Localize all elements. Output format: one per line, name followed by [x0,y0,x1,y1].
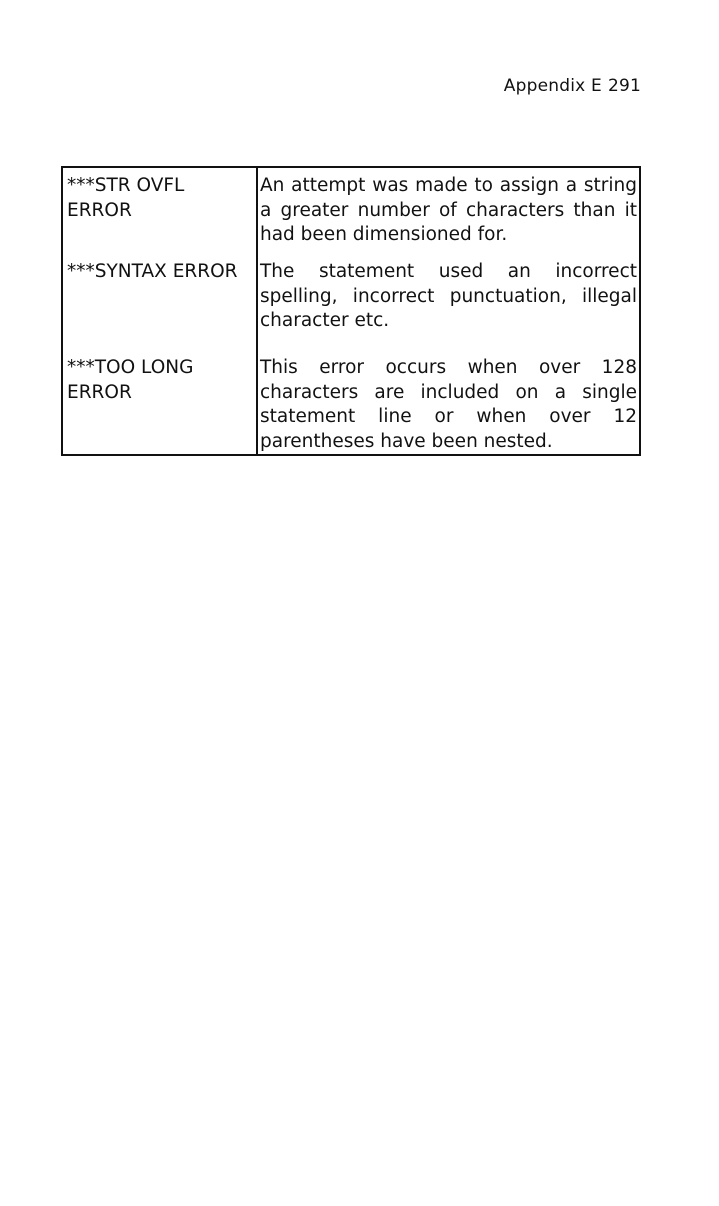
error-description-str-ovfl: An attempt was made to assign a string a greater number of characters than it had been dimensioned for. [260,175,637,245]
error-code-syntax: ***SYNTAX ERROR [67,261,238,282]
page-header [504,76,641,96]
error-description-too-long: This error occurs when over 128 characters are included on a single statement line or when over 12 parentheses have been nested. [260,357,637,452]
error-description-syntax: The statement used an incorrect spelling, incorrect punctuation, illegal character etc. [260,261,637,331]
error-code-str-ovfl: ***STR OVFL ERROR [67,175,185,221]
page-number: 291 [607,76,641,96]
error-table [61,166,641,456]
column-divider [256,168,258,454]
error-code-too-long: ***TOO LONG ERROR [67,357,194,403]
section-title: Appendix E [503,76,602,96]
